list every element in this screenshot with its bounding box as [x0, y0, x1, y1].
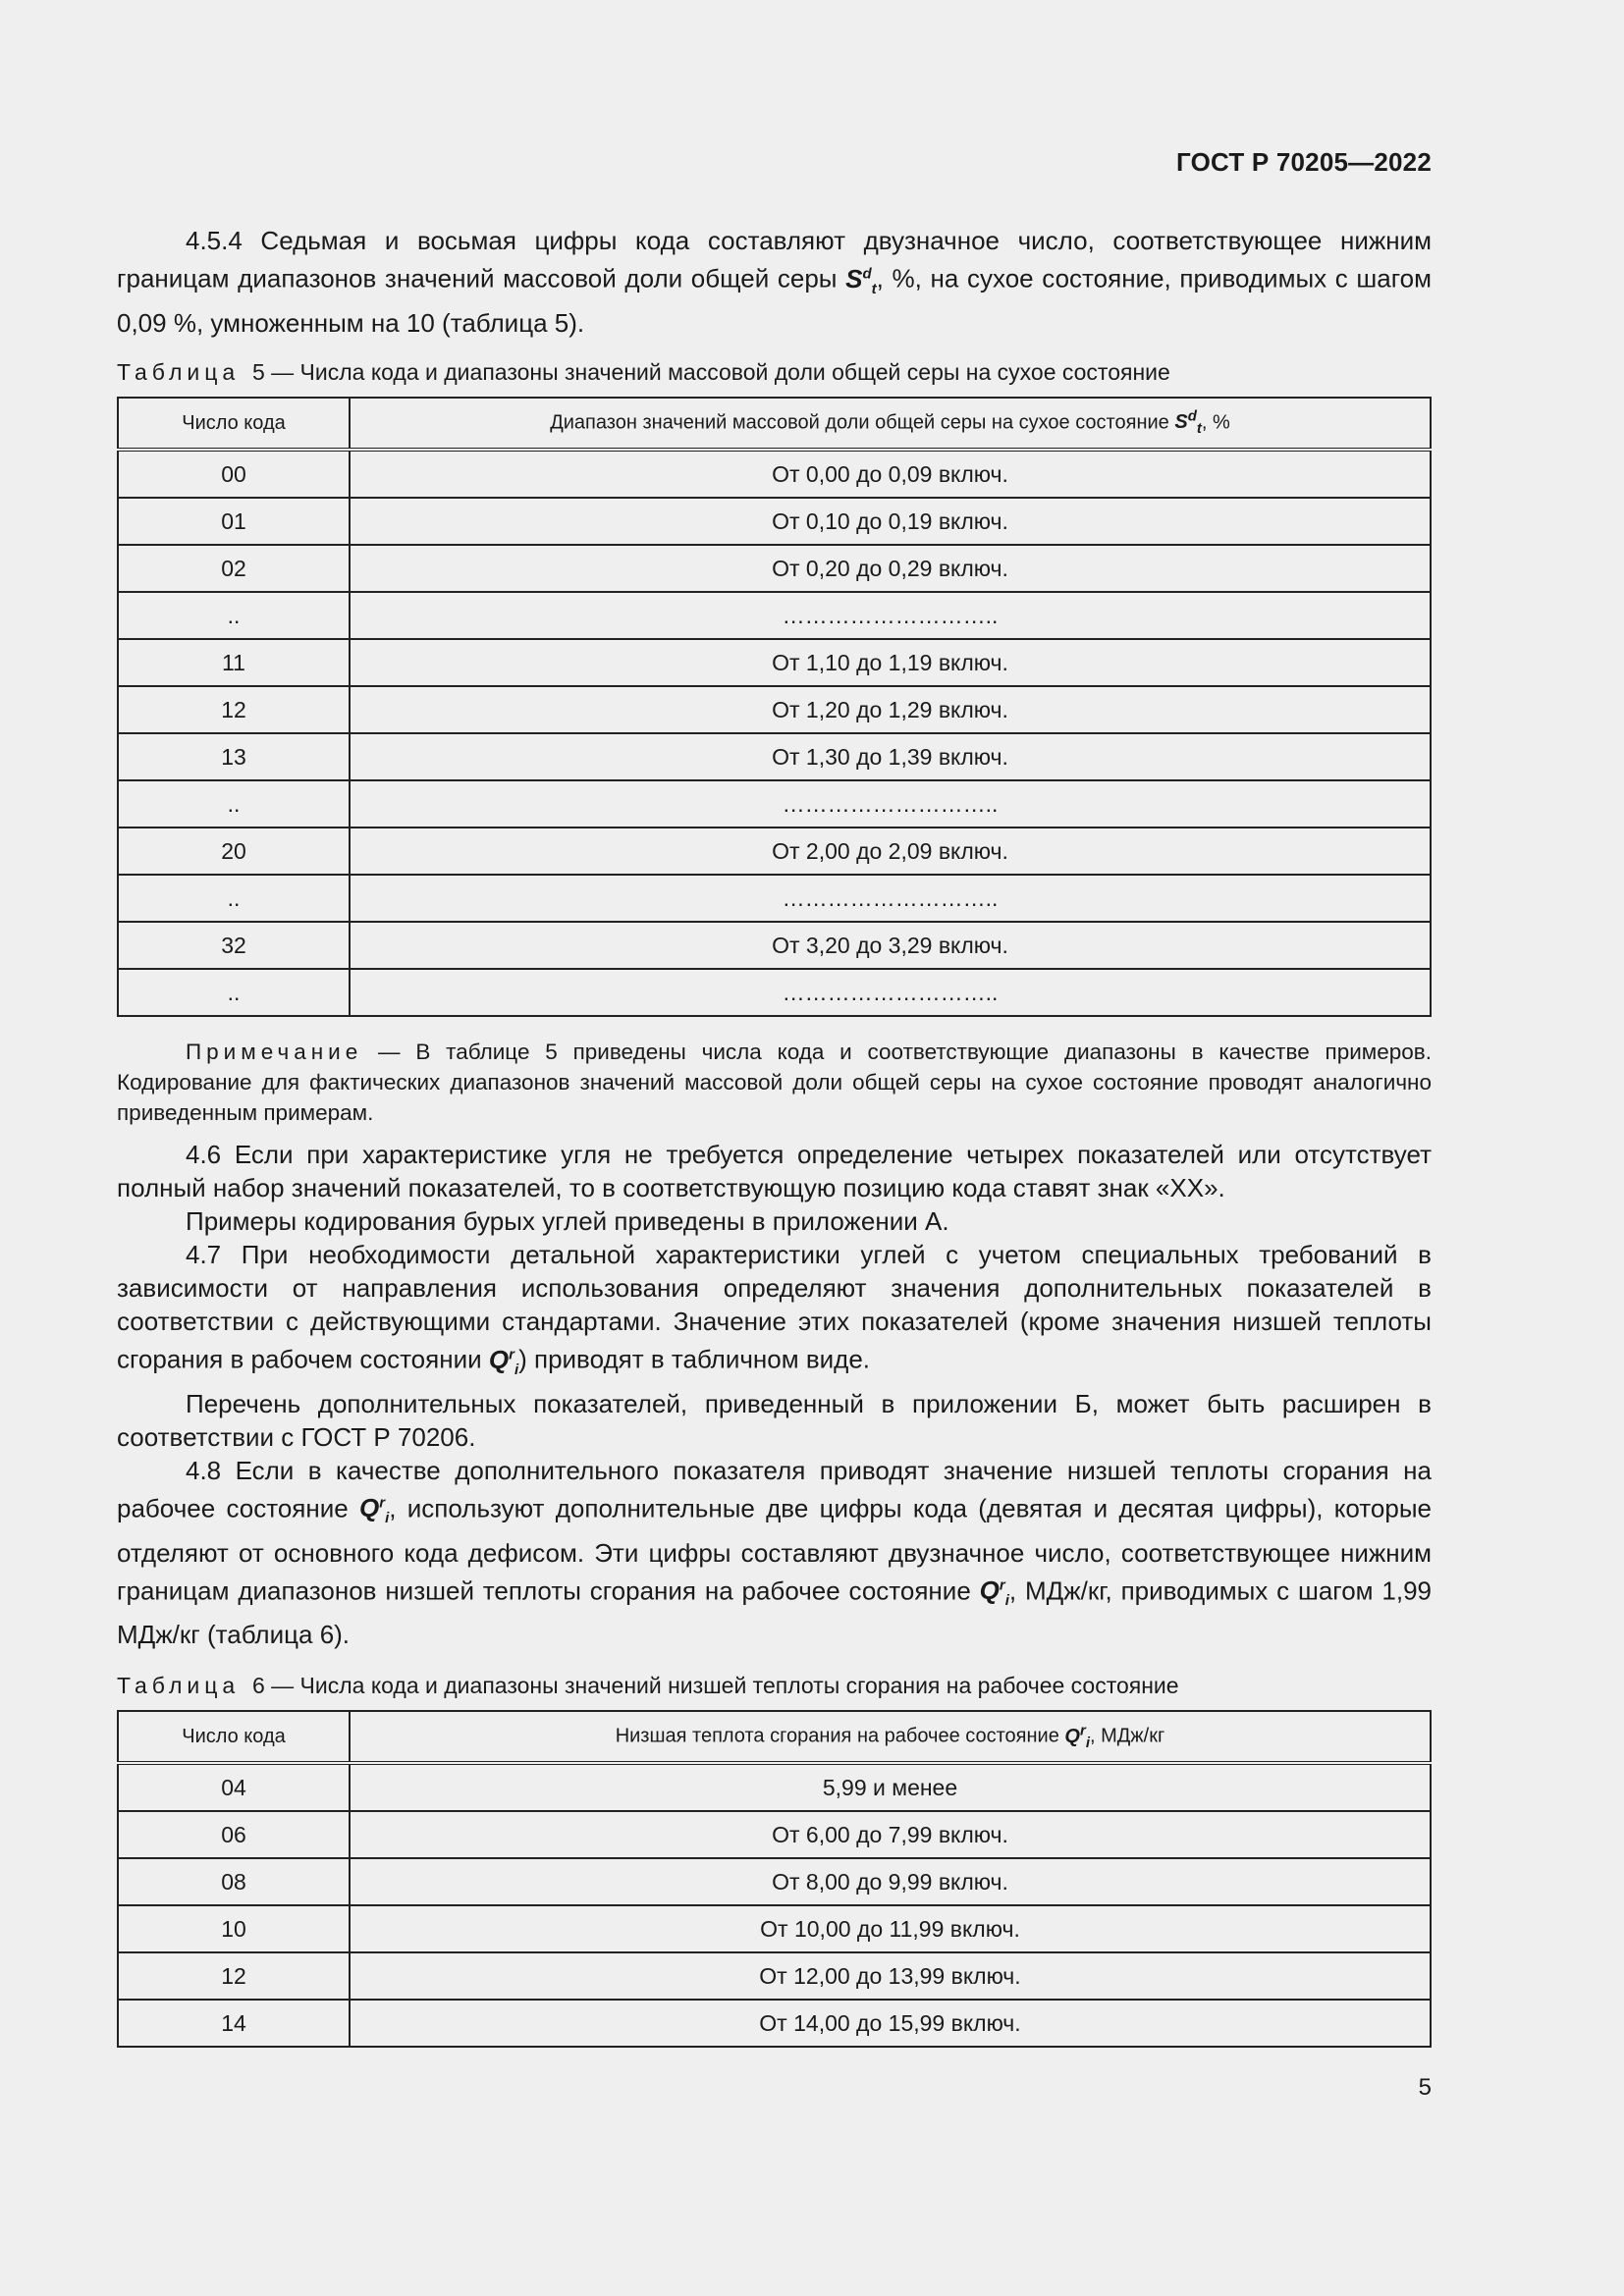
- table-row: .. ………………………..: [118, 969, 1431, 1016]
- table-5: [117, 397, 1432, 1017]
- table-row: 20 От 2,00 до 2,09 включ.: [118, 828, 1431, 875]
- paragraph-4-7: 4.7 При необходимости детальной характеристики углей с учетом специальных требований в зависимости от направления использования определяют значения дополнительных показателей в соответствии с действующими стандартами. Значение этих показателей (кроме значения низшей теплоты сгорания в рабочем состоянии $Q^r_i$) приводят в табличном виде.: [117, 1239, 1432, 1378]
- table-row: 00 От 0,00 до 0,09 включ.: [118, 450, 1431, 498]
- table5-note: Примечание — В таблице 5 приведены числа кода и соответствующие диапазоны в качестве примеров. Кодирование для фактических диапазонов значений массовой доли общей серы на сухое состояние проводят аналогично приведенным примерам.: [117, 1039, 1432, 1125]
- table-6: [117, 1710, 1432, 2048]
- paragraph-4-5-4: 4.5.4 Седьмая и восьмая цифры кода составляют двузначное число, соответствующее нижним границам диапазонов значений массовой доли общей серы $S^d_t$, %, на сухое состояние, приводимых с шагом 0,09 %, умноженным на 10 (таблица 5).: [117, 226, 1433, 338]
- table-row: 10 От 10,00 до 11,99 включ.: [118, 1905, 1431, 1952]
- table6-col-code-header: Число кода: [118, 1711, 350, 1763]
- page-content: [117, 224, 1432, 2048]
- table-row: .. ………………………..: [118, 592, 1431, 639]
- table-row: 12 От 1,20 до 1,29 включ.: [118, 686, 1431, 733]
- table-row: 14 От 14,00 до 15,99 включ.: [118, 2000, 1431, 2047]
- table-row: 04 5,99 и менее: [118, 1763, 1431, 1811]
- table-row: .. ………………………..: [118, 780, 1431, 828]
- sulfur-symbol: $S^d_t$: [1174, 407, 1202, 438]
- table-row: 01 От 0,10 до 0,19 включ.: [118, 498, 1431, 545]
- table5-col-range-header: Диапазон значений массовой доли общей серы на сухое состояние $S^d_t$, %: [350, 398, 1431, 450]
- sulfur-symbol: $S^d_t$: [845, 263, 877, 297]
- heat-symbol: $Q^r_i$: [1064, 1722, 1090, 1751]
- paragraph-4-6-examples: Примеры кодирования бурых углей приведены в приложении А.: [186, 1205, 949, 1236]
- page-number: 5: [1418, 2074, 1432, 2101]
- table6-header-row: [118, 1711, 1431, 1763]
- table6-col-range-header: Низшая теплота сгорания на рабочее состояние $Q^r_i$, МДж/кг: [350, 1711, 1431, 1763]
- table-row: 12 От 12,00 до 13,99 включ.: [118, 1952, 1431, 2000]
- table-row: 06 От 6,00 до 7,99 включ.: [118, 1811, 1431, 1858]
- table-row: 02 От 0,20 до 0,29 включ.: [118, 545, 1431, 592]
- paragraph-4-6: 4.6 Если при характеристике угля не требуется определение четырех показателей или отсутствует полный набор значений показателей, то в соответствующую позицию кода ставят знак «XX».: [117, 1139, 1432, 1202]
- table5-col-code-header: Число кода: [118, 398, 350, 450]
- table6-caption: Таблица 6 — Числа кода и диапазоны значений низшей теплоты сгорания на рабочее состояние: [117, 1673, 1179, 1699]
- document-header: ГОСТ Р 70205—2022: [1176, 147, 1432, 177]
- table-row: .. ………………………..: [118, 875, 1431, 922]
- paragraph-4-8: 4.8 Если в качестве дополнительного показателя приводят значение низшей теплоты сгорания на рабочее состояние $Q^r_i$, используют дополнительные две цифры кода (девятая и десятая цифры), которые отделяют от основного кода дефисом. Эти цифры составляют двузначное число, соответствующее нижним границам диапазонов низшей теплоты сгорания на рабочее состояние $Q^r_i$, МДж/кг, приводимых с шагом 1,99 МДж/кг (таблица 6).: [117, 1455, 1433, 1650]
- table-row: 32 От 3,20 до 3,29 включ.: [118, 922, 1431, 969]
- heat-symbol: $Q^r_i$: [359, 1493, 390, 1527]
- table5-caption: Таблица 5 — Числа кода и диапазоны значений массовой доли общей серы на сухое состояние: [117, 358, 1170, 385]
- table-row: 13 От 1,30 до 1,39 включ.: [118, 733, 1431, 780]
- table-row: 11 От 1,10 до 1,19 включ.: [118, 639, 1431, 686]
- table5-header-row: [118, 398, 1431, 450]
- heat-symbol: $Q^r_i$: [488, 1344, 519, 1378]
- paragraph-4-7-list: Перечень дополнительных показателей, приведенный в приложении Б, может быть расширен в соответствии с ГОСТ Р 70206.: [117, 1388, 1432, 1452]
- heat-symbol: $Q^r_i$: [979, 1575, 1009, 1610]
- table-row: 08 От 8,00 до 9,99 включ.: [118, 1858, 1431, 1905]
